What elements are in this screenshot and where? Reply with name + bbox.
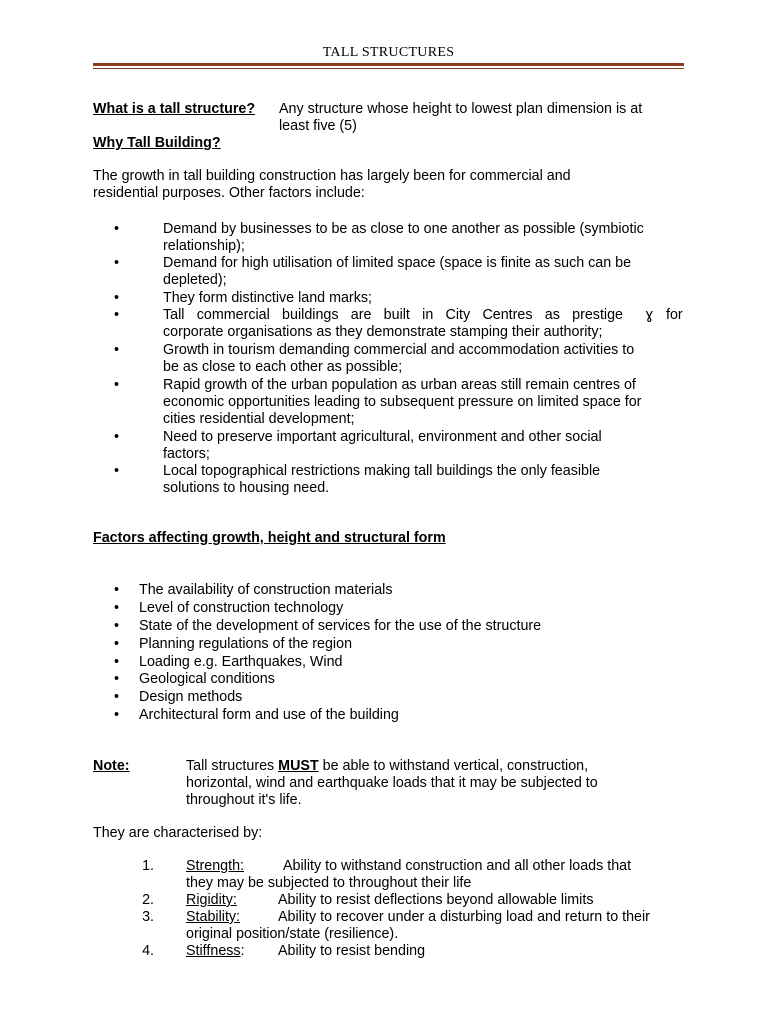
- factor-item: Geological conditions: [139, 671, 275, 687]
- reason-1-line2: relationship);: [163, 238, 245, 254]
- answer-tall-structure-line2: least five (5): [279, 118, 357, 134]
- intro-paragraph-line1: The growth in tall building construction has largely been for commercial and: [93, 168, 571, 184]
- factor-item: The availability of construction materials: [139, 582, 393, 598]
- characterised-intro: They are characterised by:: [93, 825, 263, 841]
- definition-stiffness: Ability to resist bending: [278, 943, 426, 959]
- bullet-icon: •: [114, 582, 120, 598]
- gamma-symbol: ɣ: [645, 307, 654, 323]
- reason-4-line1b: for: [666, 307, 683, 323]
- reason-6-line1: Rapid growth of the urban population as urban areas still remain centres of: [163, 377, 636, 393]
- question-tall-structure: What is a tall structure?: [93, 101, 256, 117]
- reason-5-line2: be as close to each other as possible;: [163, 359, 403, 375]
- header-rule-thin: [93, 68, 684, 69]
- bullet-icon: •: [114, 463, 120, 479]
- factors-heading: Factors affecting growth, height and structural form: [93, 530, 446, 546]
- item-number: 1.: [142, 858, 154, 874]
- note-must-emphasis: MUST: [278, 758, 319, 774]
- note-line3: throughout it's life.: [186, 792, 302, 808]
- factor-item: State of the development of services for the use of the structure: [139, 618, 542, 634]
- reason-6-line3: cities residential development;: [163, 411, 355, 427]
- reason-7-line2: factors;: [163, 446, 210, 462]
- reason-2-line2: depleted);: [163, 272, 227, 288]
- bullet-icon: •: [114, 377, 120, 393]
- reason-8-line1: Local topographical restrictions making tall buildings the only feasible: [163, 463, 601, 479]
- note-line1-pre: Tall structures: [186, 758, 279, 774]
- reason-2-line1: Demand for high utilisation of limited space (space is finite as such can be: [163, 255, 632, 271]
- header-rule-thick: [93, 63, 684, 66]
- bullet-icon: •: [114, 290, 120, 306]
- term-stability: Stability:: [186, 909, 241, 925]
- answer-tall-structure-line1: Any structure whose height to lowest plan dimension is at: [279, 101, 643, 117]
- factor-item: Design methods: [139, 689, 243, 705]
- term-strength: Strength:: [186, 858, 245, 874]
- bullet-icon: •: [114, 689, 120, 705]
- note-line1-post: be able to withstand vertical, construction,: [318, 758, 589, 774]
- reason-3-line1: They form distinctive land marks;: [163, 290, 372, 306]
- item-number: 2.: [142, 892, 154, 908]
- term-stiffness-colon: :: [240, 943, 245, 959]
- intro-paragraph-line2: residential purposes. Other factors include:: [93, 185, 365, 201]
- reason-8-line2: solutions to housing need.: [163, 480, 330, 496]
- note-line2: horizontal, wind and earthquake loads that it may be subjected to: [186, 775, 598, 791]
- definition-strength-cont: they may be subjected to throughout their life: [186, 875, 472, 891]
- reason-1-line1: Demand by businesses to be as close to one another as possible (symbiotic: [163, 221, 644, 237]
- factor-item: Level of construction technology: [139, 600, 344, 616]
- question-why-tall-building: Why Tall Building?: [93, 135, 221, 151]
- bullet-icon: •: [114, 671, 120, 687]
- reason-6-line2: economic opportunities leading to subsequent pressure on limited space for: [163, 394, 642, 410]
- bullet-icon: •: [114, 255, 120, 271]
- item-number: 3.: [142, 909, 154, 925]
- bullet-icon: •: [114, 307, 120, 323]
- bullet-icon: •: [114, 342, 120, 358]
- bullet-icon: •: [114, 600, 120, 616]
- factor-item: Architectural form and use of the building: [139, 707, 399, 723]
- term-stiffness: Stiffness: [186, 943, 241, 959]
- bullet-icon: •: [114, 654, 120, 670]
- term-rigidity: Rigidity:: [186, 892, 237, 908]
- bullet-icon: •: [114, 221, 120, 237]
- bullet-icon: •: [114, 618, 120, 634]
- page-header-title: TALL STRUCTURES: [322, 45, 455, 60]
- factor-item: Loading e.g. Earthquakes, Wind: [139, 654, 343, 670]
- reason-7-line1: Need to preserve important agricultural, environment and other social: [163, 429, 602, 445]
- factor-item: Planning regulations of the region: [139, 636, 353, 652]
- bullet-icon: •: [114, 429, 120, 445]
- note-label: Note:: [93, 758, 130, 774]
- definition-stability-cont: original position/state (resilience).: [186, 926, 399, 942]
- term-stiffness-wrap: [186, 943, 245, 960]
- item-number: 4.: [142, 943, 154, 959]
- definition-rigidity: Ability to resist deflections beyond allowable limits: [278, 892, 594, 908]
- bullet-icon: •: [114, 707, 120, 723]
- reason-4-line1a: Tall commercial buildings are built in City Centres as prestige: [163, 307, 623, 323]
- reason-5-line1: Growth in tourism demanding commercial and accommodation activities to: [163, 342, 635, 358]
- definition-strength: Ability to withstand construction and all other loads that: [283, 858, 632, 874]
- note-line1: [186, 758, 588, 775]
- bullet-icon: •: [114, 636, 120, 652]
- definition-stability: Ability to recover under a disturbing load and return to their: [278, 909, 650, 925]
- reason-4-line2: corporate organisations as they demonstrate stamping their authority;: [163, 324, 603, 340]
